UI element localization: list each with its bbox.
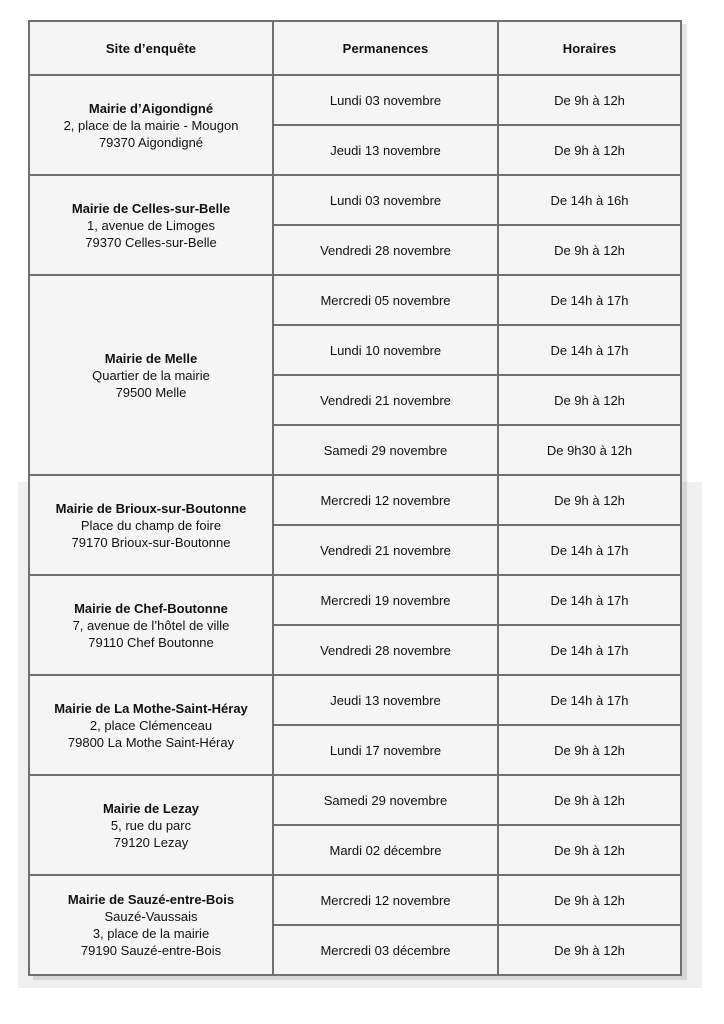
session-hours: De 14h à 17h [498,625,681,675]
site-address-line: 2, place Clémenceau [89,717,213,733]
session-hours: De 14h à 17h [498,325,681,375]
session-hours: De 9h à 12h [498,475,681,525]
site-address-line: 79500 Melle [115,384,187,400]
session-date: Mercredi 19 novembre [273,575,498,625]
site-address-line: 7, avenue de l’hôtel de ville [72,617,230,633]
site-address-line: 79800 La Mothe Saint-Héray [67,734,235,750]
session-hours: De 9h à 12h [498,725,681,775]
site-name: Mairie de Celles-sur-Belle [71,200,231,216]
site-name: Mairie de La Mothe-Saint-Héray [54,700,248,716]
session-date: Vendredi 28 novembre [273,625,498,675]
site-cell [29,875,273,975]
site-address-line: 79190 Sauzé-entre-Bois [80,943,222,958]
site-address-line: 3, place de la mairie [92,926,210,941]
session-hours: De 9h à 12h [498,875,681,925]
site-cell [29,775,273,875]
site-address-line: 5, rue du parc [110,817,192,833]
session-date: Vendredi 21 novembre [273,375,498,425]
session-row [29,175,681,225]
session-date: Mercredi 03 décembre [273,925,498,975]
session-date: Mercredi 12 novembre [273,475,498,525]
session-date: Lundi 17 novembre [273,725,498,775]
site-cell [29,175,273,275]
site-name: Mairie de Lezay [102,800,200,816]
session-row [29,775,681,825]
site-name: Mairie de Chef-Boutonne [74,600,228,616]
session-date: Vendredi 28 novembre [273,225,498,275]
site-address-line: 1, avenue de Limoges [87,217,215,233]
session-date: Mercredi 12 novembre [273,875,498,925]
site-name: Mairie d’Aigondigné [88,100,214,116]
session-row [29,275,681,325]
enquiry-schedule-table [28,20,682,976]
site-name: Mairie de Sauzé-entre-Bois [67,892,235,907]
session-hours: De 9h à 12h [498,775,681,825]
site-address-line: 79110 Chef Boutonne [88,634,214,650]
session-date: Lundi 03 novembre [273,175,498,225]
session-date: Jeudi 13 novembre [273,125,498,175]
session-hours: De 14h à 17h [498,675,681,725]
site-address-line: 79370 Aigondigné [98,134,204,150]
session-date: Vendredi 21 novembre [273,525,498,575]
session-date: Mercredi 05 novembre [273,275,498,325]
site-address-line: 79370 Celles-sur-Belle [85,234,217,250]
session-hours: De 9h à 12h [498,375,681,425]
session-hours: De 9h à 12h [498,75,681,125]
session-hours: De 9h à 12h [498,225,681,275]
session-date: Samedi 29 novembre [273,775,498,825]
session-row [29,875,681,925]
session-row [29,575,681,625]
session-hours: De 9h à 12h [498,125,681,175]
session-date: Jeudi 13 novembre [273,675,498,725]
session-hours: De 9h30 à 12h [498,425,681,475]
header-row [29,21,681,75]
session-date: Samedi 29 novembre [273,425,498,475]
session-row [29,675,681,725]
session-hours: De 14h à 16h [498,175,681,225]
site-name: Mairie de Brioux-sur-Boutonne [55,500,247,516]
site-address-line: Quartier de la mairie [92,367,210,383]
site-cell [29,675,273,775]
column-header-permanences: Permanences [273,21,498,75]
session-date: Lundi 10 novembre [273,325,498,375]
session-row [29,75,681,125]
site-address-line: Sauzé-Vaussais [104,909,198,924]
site-cell [29,575,273,675]
session-row [29,475,681,525]
site-cell [29,275,273,475]
session-date: Mardi 02 décembre [273,825,498,875]
site-name: Mairie de Melle [104,350,198,366]
site-address-line: 79120 Lezay [113,834,189,850]
column-header-horaires: Horaires [498,21,681,75]
column-header-site: Site d’enquête [29,21,273,75]
session-date: Lundi 03 novembre [273,75,498,125]
session-hours: De 14h à 17h [498,275,681,325]
session-hours: De 14h à 17h [498,575,681,625]
site-cell [29,475,273,575]
session-hours: De 9h à 12h [498,925,681,975]
site-cell [29,75,273,175]
session-hours: De 14h à 17h [498,525,681,575]
site-address-line: 79170 Brioux-sur-Boutonne [71,534,231,550]
site-address-line: 2, place de la mairie - Mougon [63,117,239,133]
site-address-line: Place du champ de foire [80,517,222,533]
session-hours: De 9h à 12h [498,825,681,875]
